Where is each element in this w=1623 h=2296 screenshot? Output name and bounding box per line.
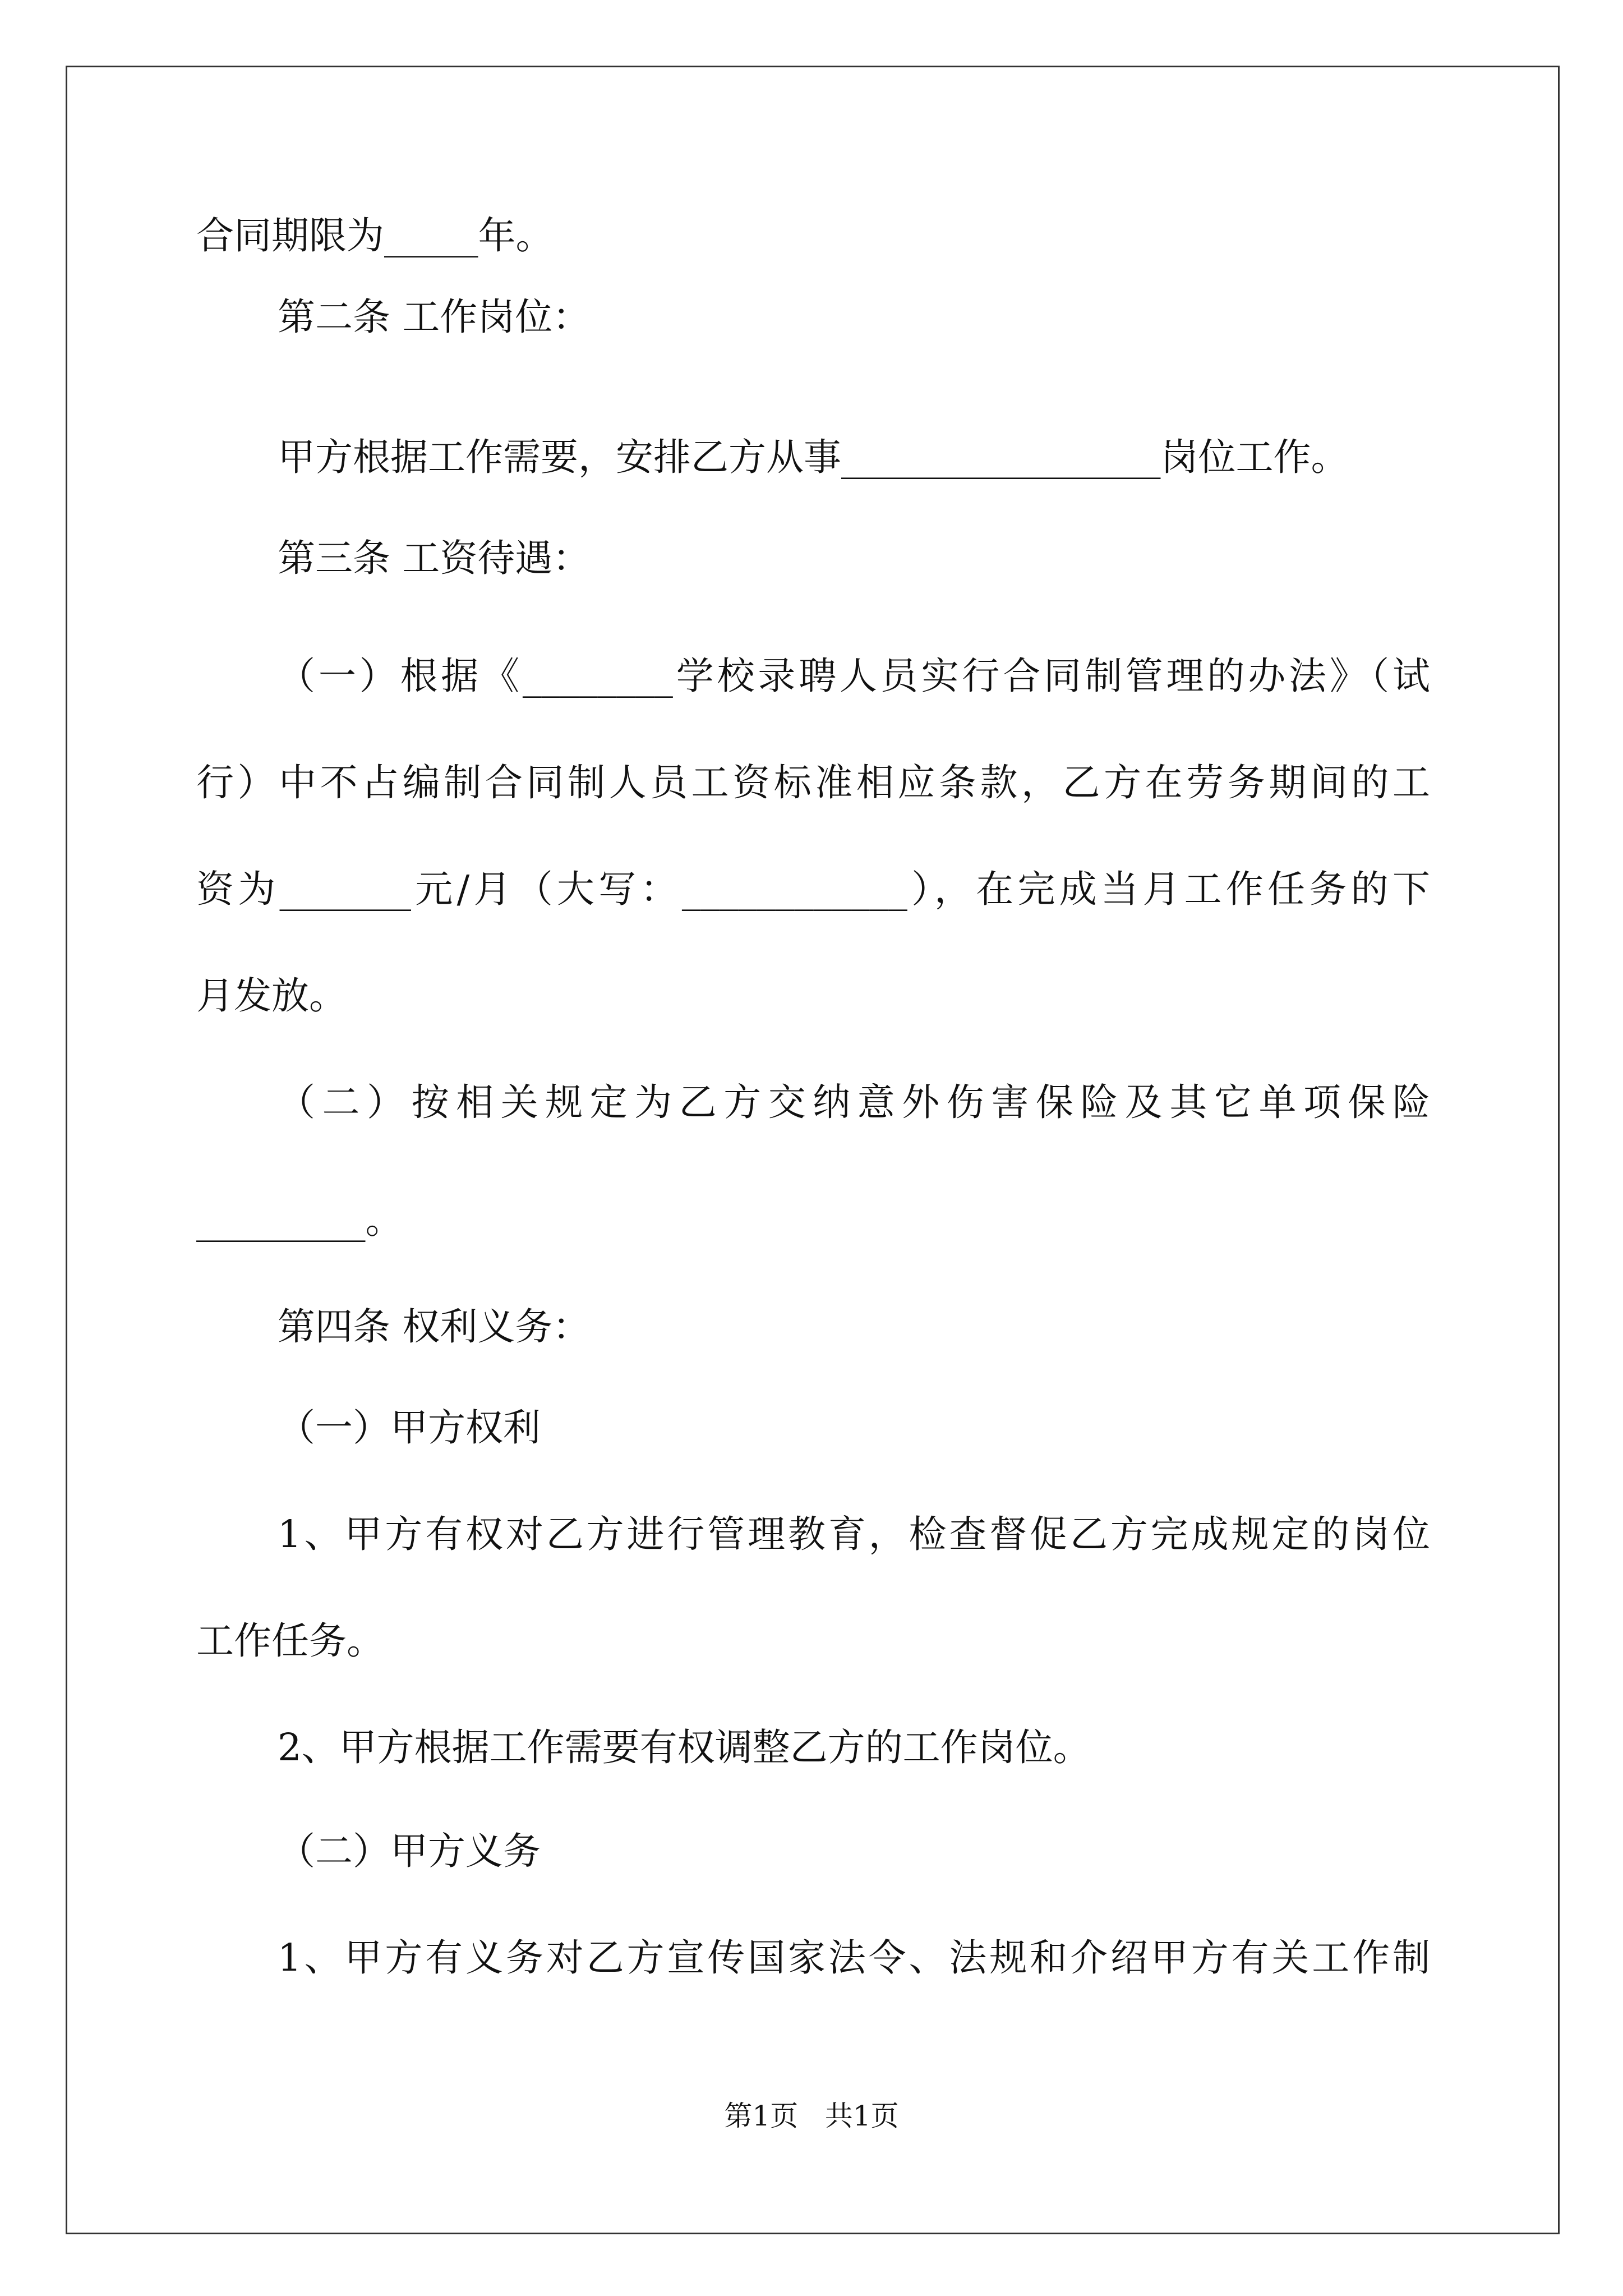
party-a-right-1-line-2: 工作任务。 xyxy=(196,1619,384,1663)
article-4-heading: 第四条 权利义务： xyxy=(278,1305,591,1349)
article-2-text: 甲方根据工作需要，安排乙方从事_________________岗位工作。 xyxy=(278,435,1349,479)
article-2-heading: 第二条 工作岗位： xyxy=(278,295,591,339)
party-a-duties-heading: （二）甲方义务 xyxy=(278,1829,541,1873)
article-3-item-2-line-1: （二）按相关规定为乙方交纳意外伤害保险及其它单项保险 xyxy=(278,1080,1430,1124)
party-a-right-1-line-1: 1、甲方有权对乙方进行管理教育，检查督促乙方完成规定的岗位 xyxy=(278,1512,1430,1556)
article-3-heading: 第三条 工资待遇： xyxy=(278,536,591,580)
party-a-duty-1-line-1: 1、甲方有义务对乙方宣传国家法令、法规和介绍甲方有关工作制 xyxy=(278,1936,1430,1980)
article-3-item-1-line-3: 资为_______元/月（大写：____________），在完成当月工作任务的下 xyxy=(196,867,1430,911)
article-3-item-1-line-2: 行）中不占编制合同制人员工资标准相应条款，乙方在劳务期间的工 xyxy=(196,761,1430,804)
article-3-item-2-line-2: _________。 xyxy=(196,1198,403,1242)
article-3-item-1-line-4: 月发放。 xyxy=(196,974,347,1018)
party-a-rights-heading: （一）甲方权利 xyxy=(278,1406,541,1450)
article-3-item-1-line-1: （一）根据《________学校录聘人员实行合同制管理的办法》（试 xyxy=(278,654,1430,698)
page-border xyxy=(66,66,1560,2234)
page-footer: 第1页 共1页 xyxy=(724,2100,899,2132)
party-a-right-2: 2、甲方根据工作需要有权调整乙方的工作岗位。 xyxy=(278,1726,1091,1769)
contract-term-line: 合同期限为_____年。 xyxy=(196,214,554,257)
